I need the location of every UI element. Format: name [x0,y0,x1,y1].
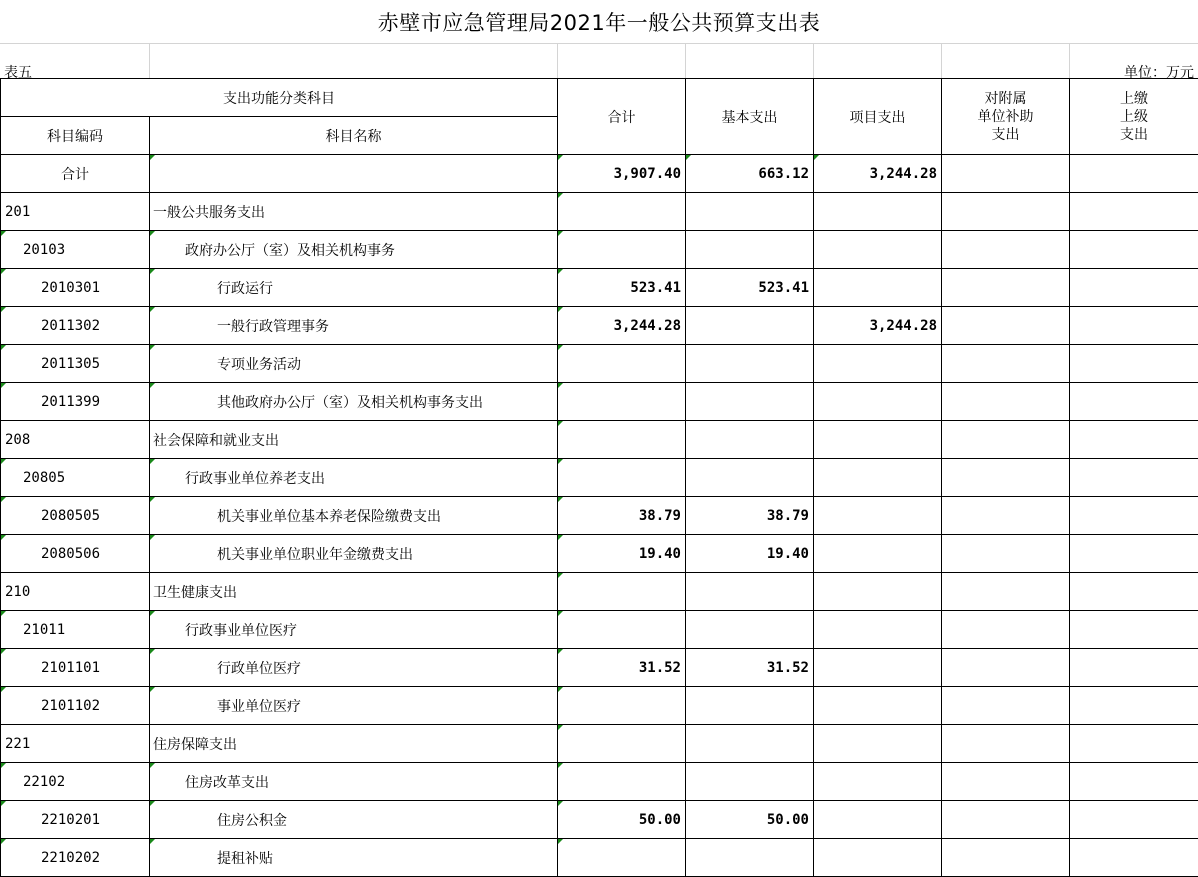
row-attached-cell[interactable] [942,801,1070,839]
row-total-cell[interactable] [558,345,686,383]
row-name-cell[interactable]: 一般行政管理事务 [150,307,558,345]
row-name-cell[interactable]: 行政事业单位医疗 [150,611,558,649]
table-label: 表五 [4,65,32,81]
row-project-cell[interactable] [814,611,942,649]
header-row-1 [1,79,1198,117]
row-upper-cell[interactable] [1070,839,1198,877]
row-basic-cell[interactable]: 31.52 [686,649,814,687]
row-code-cell[interactable]: 2210202 [1,839,150,877]
table-row [1,535,1198,573]
total-total[interactable]: 3,907.40 [558,155,686,193]
row-code-cell[interactable]: 2101101 [1,649,150,687]
row-code-cell[interactable]: 2080506 [1,535,150,573]
row-attached-cell[interactable] [942,763,1070,801]
row-upper-cell[interactable] [1070,231,1198,269]
row-name-cell[interactable]: 专项业务活动 [150,345,558,383]
table-row [1,801,1198,839]
row-project-cell[interactable] [814,801,942,839]
row-total-cell[interactable] [558,421,686,459]
row-name-cell[interactable]: 行政运行 [150,269,558,307]
row-total-cell[interactable] [558,687,686,725]
row-attached-cell[interactable] [942,687,1070,725]
header-name[interactable]: 科目名称 [150,117,558,155]
row-upper-cell[interactable] [1070,611,1198,649]
table-row [1,307,1198,345]
row-code-cell[interactable]: 21011 [1,611,150,649]
row-upper-cell[interactable] [1070,345,1198,383]
row-basic-cell[interactable]: 38.79 [686,497,814,535]
row-upper-cell[interactable] [1070,383,1198,421]
row-code-cell[interactable]: 22102 [1,763,150,801]
row-code-cell[interactable]: 2210201 [1,801,150,839]
row-basic-cell[interactable] [686,383,814,421]
row-attached-cell[interactable] [942,459,1070,497]
row-attached-cell[interactable] [942,269,1070,307]
row-code-cell[interactable]: 2011399 [1,383,150,421]
header-function-group[interactable]: 支出功能分类科目 [1,79,558,117]
row-upper-cell[interactable] [1070,497,1198,535]
table-row [1,421,1198,459]
row-name-cell[interactable]: 住房公积金 [150,801,558,839]
row-basic-cell[interactable] [686,345,814,383]
row-project-cell[interactable] [814,497,942,535]
row-basic-cell[interactable]: 19.40 [686,535,814,573]
row-total-cell[interactable]: 38.79 [558,497,686,535]
row-project-cell[interactable] [814,687,942,725]
row-project-cell[interactable] [814,573,942,611]
row-code-cell[interactable]: 210 [1,573,150,611]
row-upper-cell[interactable] [1070,421,1198,459]
header-total[interactable]: 合计 [558,79,686,155]
row-total-cell[interactable] [558,459,686,497]
total-project[interactable]: 3,244.28 [814,155,942,193]
row-project-cell[interactable] [814,459,942,497]
row-total-cell[interactable] [558,725,686,763]
table-row [1,497,1198,535]
row-code-cell[interactable]: 221 [1,725,150,763]
row-code-cell[interactable]: 2011305 [1,345,150,383]
table-row [1,725,1198,763]
row-code-cell[interactable]: 208 [1,421,150,459]
row-upper-cell[interactable] [1070,307,1198,345]
row-total-cell[interactable] [558,839,686,877]
row-attached-cell[interactable] [942,421,1070,459]
unit-label: 单位：万元 [1124,65,1194,81]
row-upper-cell[interactable] [1070,459,1198,497]
row-attached-cell[interactable] [942,725,1070,763]
row-attached-cell[interactable] [942,649,1070,687]
row-attached-cell[interactable] [942,497,1070,535]
row-name-cell[interactable]: 其他政府办公厅（室）及相关机构事务支出 [150,383,558,421]
row-basic-cell[interactable]: 523.41 [686,269,814,307]
table-row [1,459,1198,497]
total-basic[interactable]: 663.12 [686,155,814,193]
row-upper-cell[interactable] [1070,725,1198,763]
row-basic-cell[interactable] [686,687,814,725]
table-row [1,345,1198,383]
row-name-cell[interactable]: 机关事业单位基本养老保险缴费支出 [150,497,558,535]
row-basic-cell[interactable] [686,763,814,801]
row-project-cell[interactable] [814,345,942,383]
row-project-cell[interactable] [814,725,942,763]
row-basic-cell[interactable] [686,193,814,231]
row-upper-cell[interactable] [1070,687,1198,725]
row-attached-cell[interactable] [942,345,1070,383]
header-basic[interactable]: 基本支出 [686,79,814,155]
total-name-cell[interactable] [150,155,558,193]
row-attached-cell[interactable] [942,611,1070,649]
row-basic-cell[interactable] [686,839,814,877]
row-project-cell[interactable] [814,763,942,801]
header-attached[interactable] [942,79,1070,155]
header-attached-text: 对附属 单位补助 支出 [977,90,1034,143]
row-attached-cell[interactable] [942,307,1070,345]
row-attached-cell[interactable] [942,573,1070,611]
row-attached-cell[interactable] [942,193,1070,231]
row-name-cell[interactable]: 机关事业单位职业年金缴费支出 [150,535,558,573]
row-name-cell[interactable]: 住房保障支出 [150,725,558,763]
row-basic-cell[interactable] [686,611,814,649]
row-total-cell[interactable] [558,193,686,231]
table-row [1,269,1198,307]
row-upper-cell[interactable] [1070,573,1198,611]
row-code-cell[interactable]: 2010301 [1,269,150,307]
row-upper-cell[interactable] [1070,649,1198,687]
table-row [1,687,1198,725]
row-project-cell[interactable] [814,649,942,687]
row-name-cell[interactable]: 住房改革支出 [150,763,558,801]
row-attached-cell[interactable] [942,231,1070,269]
row-upper-cell[interactable] [1070,269,1198,307]
row-code-cell[interactable]: 2101102 [1,687,150,725]
row-name-cell[interactable]: 政府办公厅（室）及相关机构事务 [150,231,558,269]
row-project-cell[interactable] [814,839,942,877]
row-project-cell[interactable] [814,231,942,269]
row-project-cell[interactable] [814,193,942,231]
header-upper-text: 上缴 上级 支出 [1120,90,1148,143]
row-basic-cell[interactable] [686,307,814,345]
row-attached-cell[interactable] [942,535,1070,573]
table-row [1,193,1198,231]
row-name-cell[interactable]: 行政事业单位养老支出 [150,459,558,497]
row-total-cell[interactable] [558,573,686,611]
header-upper[interactable] [1070,79,1198,155]
table-row [1,611,1198,649]
row-project-cell[interactable] [814,383,942,421]
table-row [1,649,1198,687]
row-attached-cell[interactable] [942,383,1070,421]
row-code-cell[interactable]: 2080505 [1,497,150,535]
table-row [1,383,1198,421]
row-project-cell[interactable] [814,535,942,573]
row-basic-cell[interactable] [686,421,814,459]
table-row [1,839,1198,877]
row-upper-cell[interactable] [1070,763,1198,801]
row-basic-cell[interactable] [686,459,814,497]
row-code-cell[interactable]: 20103 [1,231,150,269]
row-total-cell[interactable]: 523.41 [558,269,686,307]
row-total-cell[interactable] [558,383,686,421]
row-total-cell[interactable]: 31.52 [558,649,686,687]
row-upper-cell[interactable] [1070,535,1198,573]
row-attached-cell[interactable] [942,839,1070,877]
row-project-cell[interactable]: 3,244.28 [814,307,942,345]
row-name-cell[interactable]: 卫生健康支出 [150,573,558,611]
row-code-cell[interactable]: 2011302 [1,307,150,345]
row-total-cell[interactable] [558,611,686,649]
total-upper[interactable] [1070,155,1198,193]
row-code-cell[interactable]: 201 [1,193,150,231]
row-name-cell[interactable]: 提租补贴 [150,839,558,877]
row-upper-cell[interactable] [1070,801,1198,839]
row-code-cell[interactable]: 20805 [1,459,150,497]
table-row [1,231,1198,269]
row-total-cell[interactable] [558,231,686,269]
budget-table [0,78,1198,877]
table-row [1,573,1198,611]
row-project-cell[interactable] [814,421,942,459]
row-total-cell[interactable] [558,763,686,801]
row-name-cell[interactable]: 行政单位医疗 [150,649,558,687]
row-name-cell[interactable]: 事业单位医疗 [150,687,558,725]
row-name-cell[interactable]: 社会保障和就业支出 [150,421,558,459]
header-code[interactable]: 科目编码 [1,117,150,155]
row-basic-cell[interactable] [686,231,814,269]
row-name-cell[interactable]: 一般公共服务支出 [150,193,558,231]
row-project-cell[interactable] [814,269,942,307]
row-basic-cell[interactable] [686,725,814,763]
row-total-cell[interactable]: 3,244.28 [558,307,686,345]
row-upper-cell[interactable] [1070,193,1198,231]
row-basic-cell[interactable] [686,573,814,611]
row-total-cell[interactable]: 50.00 [558,801,686,839]
row-basic-cell[interactable]: 50.00 [686,801,814,839]
table-row [1,763,1198,801]
header-project[interactable]: 项目支出 [814,79,942,155]
total-row [1,155,1198,193]
report-title: 赤壁市应急管理局2021年一般公共预算支出表 [377,10,821,35]
total-label[interactable]: 合计 [1,155,150,193]
total-attached[interactable] [942,155,1070,193]
row-total-cell[interactable]: 19.40 [558,535,686,573]
